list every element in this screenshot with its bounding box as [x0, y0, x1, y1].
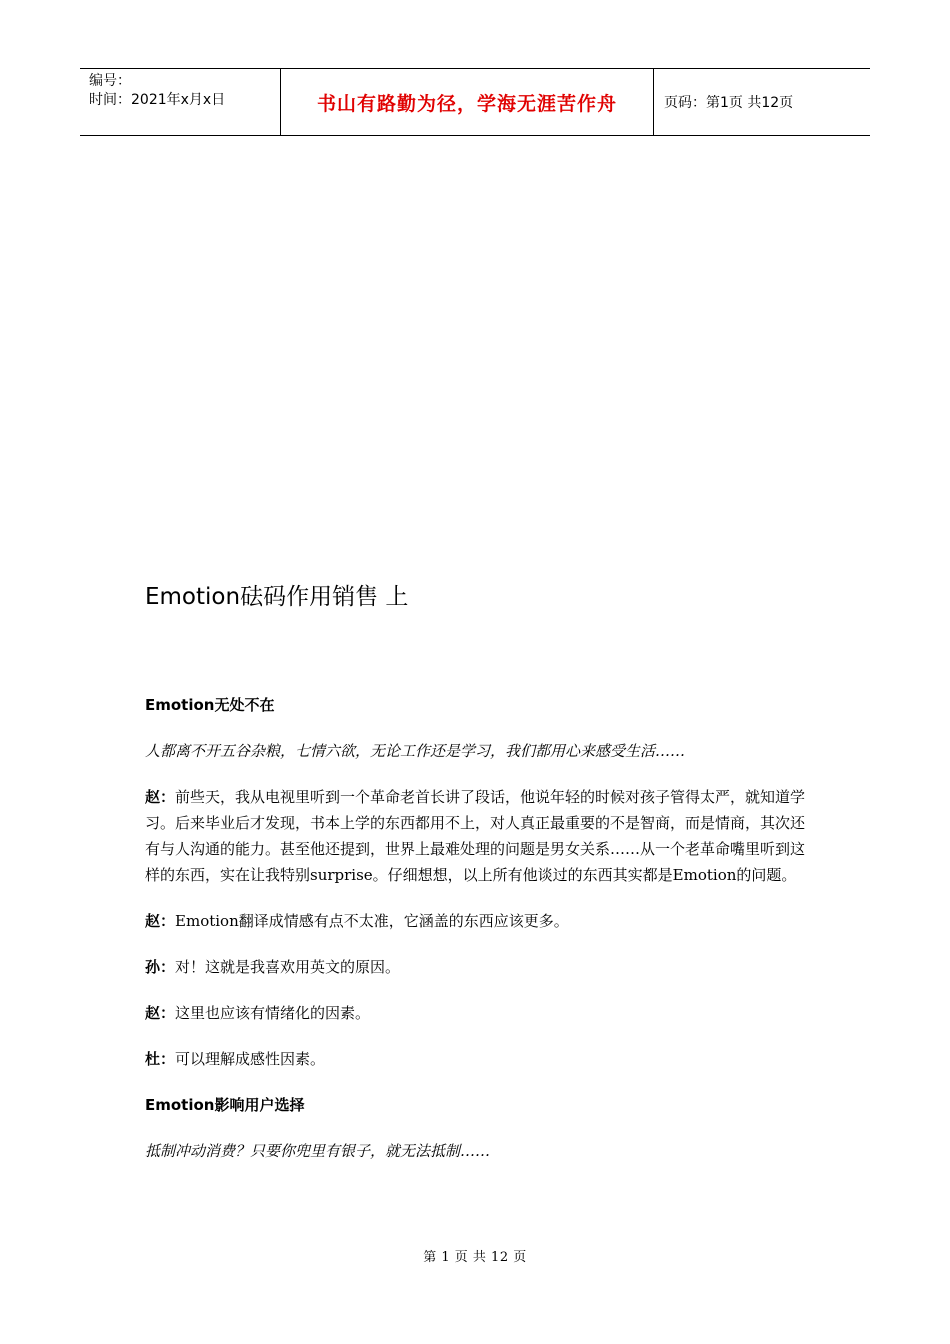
section-heading: Emotion影响用户选择	[145, 1096, 305, 1114]
speaker-label: 杜：	[145, 1050, 176, 1068]
page-footer: 第 1 页 共 12 页	[423, 1250, 527, 1265]
dialogue-paragraph	[145, 908, 810, 934]
speaker-label: 赵：	[145, 1004, 176, 1022]
dialogue-paragraph	[145, 1000, 810, 1026]
section-quote: 人都离不开五谷杂粮，七情六欲，无论工作还是学习，我们都用心来感受生活……	[145, 742, 686, 760]
document-header	[80, 68, 870, 136]
dialogue-paragraph	[145, 954, 810, 980]
page-label: 页码：第1页 共12页	[664, 95, 794, 111]
dialogue-text: 对！这就是我喜欢用英文的原因。	[175, 958, 401, 976]
dialogue-text: 前些天，我从电视里听到一个革命老首长讲了段话，他说年轻的时候对孩子管得太严，就知道学习。后来毕业后才发现，书本上学的东西都用不上，对人真正最重要的不是智商，而是情商，其次还有与人沟通的能力。甚至他还提到，世界上最难处理的问题是男女关系……从一个老革命嘴里听到这样的东西，实在让我特别surprise。仔细想想，以上所有他谈过的东西其实都是Emotion的问题。	[145, 788, 806, 884]
section-heading: Emotion无处不在	[145, 696, 275, 714]
header-page-cell	[654, 69, 870, 135]
document-body	[145, 692, 810, 1184]
dialogue-text: 这里也应该有情绪化的因素。	[175, 1004, 371, 1022]
speaker-label: 赵：	[145, 912, 176, 930]
header-motto-cell	[281, 69, 654, 135]
dialogue-text: 可以理解成感性因素。	[175, 1050, 326, 1068]
number-label: 编号：	[89, 73, 131, 89]
speaker-label: 赵：	[145, 788, 176, 806]
time-label: 时间：2021年x月x日	[89, 92, 226, 108]
section-quote: 抵制冲动消费？只要你兜里有银子，就无法抵制……	[145, 1142, 491, 1160]
speaker-label: 孙：	[145, 958, 176, 976]
dialogue-paragraph	[145, 784, 810, 888]
header-info-cell	[80, 69, 281, 135]
motto-text: 书山有路勤为径，学海无涯苦作舟	[316, 92, 617, 115]
dialogue-text: Emotion翻译成情感有点不太准，它涵盖的东西应该更多。	[175, 912, 569, 930]
dialogue-paragraph	[145, 1046, 810, 1072]
document-title: Emotion砝码作用销售 上	[145, 584, 409, 610]
